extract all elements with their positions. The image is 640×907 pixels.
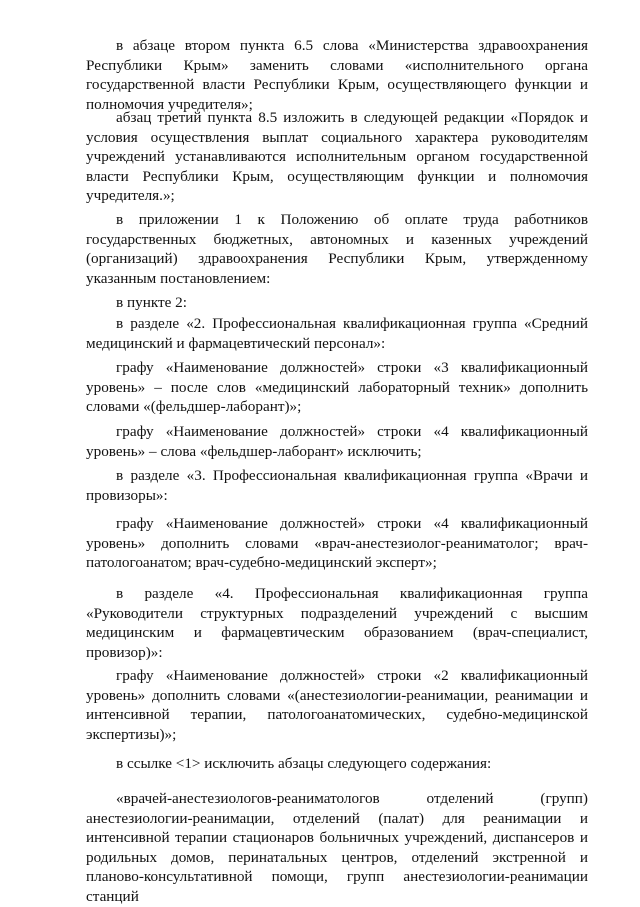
paragraph-10: в разделе «4. Профессиональная квалификационная группа «Руководители структурных подразделений учреждений с высшим медицинским и фармацевтическим образованием (врач-специалист, провизор)»: — [86, 585, 588, 661]
paragraph-4: в пункте 2: — [116, 294, 187, 311]
paragraph-1: в абзаце втором пункта 6.5 слова «Министерства здравоохранения Республики Крым» заменить словами «исполнительного органа государственной власти Республики Крым, осуществляющего функции и полномочия учредителя»; — [86, 37, 588, 113]
paragraph-5: в разделе «2. Профессиональная квалификационная группа «Средний медицинский и фармацевтический персонал»: — [86, 315, 588, 352]
paragraph-9: графу «Наименование должностей» строки «4 квалификационный уровень» дополнить словами «врач-анестезиолог-реаниматолог; врач-патологоанатом; врач-судебно-медицинский эксперт»; — [86, 515, 588, 572]
paragraph-6: графу «Наименование должностей» строки «3 квалификационный уровень» – после слов «медицинский лабораторный техник» дополнить словами «(фельдшер-лаборант)»; — [86, 359, 588, 416]
paragraph-12: в ссылке <1> исключить абзацы следующего содержания: — [116, 755, 492, 772]
paragraph-7: графу «Наименование должностей» строки «4 квалификационный уровень» – слова «фельдшер-лаборант» исключить; — [86, 423, 588, 460]
paragraph-11: графу «Наименование должностей» строки «2 квалификационный уровень» дополнить словами «(анестезиологии-реанимации, реанимации и интенсивной терапии, патологоанатомических, судебно-медицинской экспертизы)»; — [86, 667, 588, 743]
paragraph-2: абзац третий пункта 8.5 изложить в следующей редакции «Порядок и условия осуществления выплат социального характера руководителям учреждений устанавливаются исполнительным органом государственной власти Республики Крым, осуществляющим функции и полномочия учредителя.»; — [86, 109, 588, 205]
paragraph-13: «врачей-анестезиологов-реаниматологов отделений (групп) анестезиологии-реанимации, отделений (палат) для реанимации и интенсивной терапии стационаров больничных учреждений, диспансеров и родильных домов, перинатальных центров, отделений экстренной и планово-консультативной помощи, групп анестезиологии-реанимации станций — [86, 790, 588, 905]
paragraph-3: в приложении 1 к Положению об оплате труда работников государственных бюджетных, автономных и казенных учреждений (организаций) здравоохранения Республики Крым, утвержденному указанным постановлением: — [86, 211, 588, 287]
paragraph-8: в разделе «3. Профессиональная квалификационная группа «Врачи и провизоры»: — [86, 467, 588, 504]
